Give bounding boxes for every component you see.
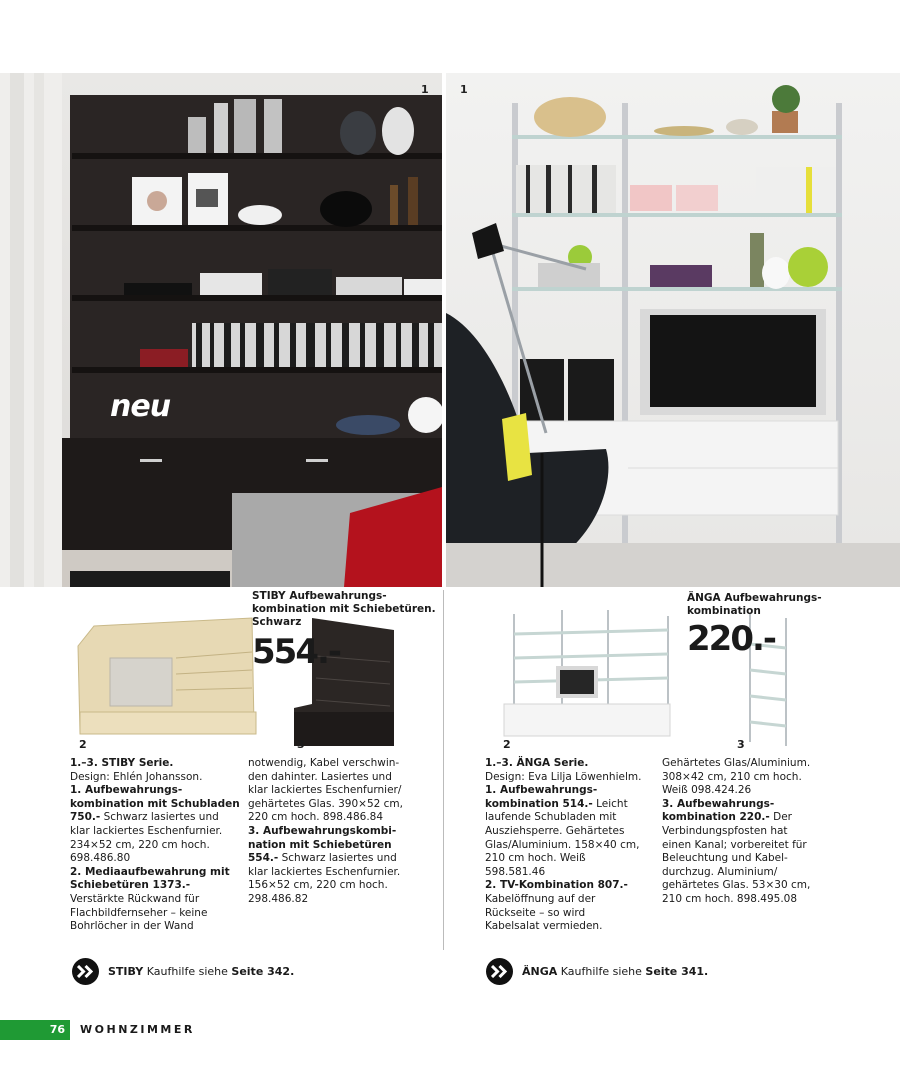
text-line: 1. Aufbewahrungs-	[485, 784, 598, 797]
anga-figure-number-3: 3	[737, 738, 745, 751]
stiby-figure-number-3: 3	[297, 738, 305, 751]
text-line: Kabelöffnung auf der	[485, 892, 596, 905]
anga-room-illustration	[446, 73, 900, 587]
text-line: Verstärkte Rückwand für	[70, 892, 200, 905]
text-line: 1.–3. ÄNGA Serie.	[485, 757, 589, 769]
section-label: WOHNZIMMER	[80, 1023, 195, 1036]
stiby-title-block	[252, 590, 436, 629]
text-line: 2. Mediaaufbewahrung mit	[70, 865, 230, 878]
new-badge: neu	[110, 389, 171, 424]
text-line: 554.- Schwarz lasiertes und	[248, 852, 397, 865]
text-line: Beleuchtung und Kabel-	[662, 852, 788, 865]
text-line: 1. Aufbewahrungs-	[70, 784, 183, 797]
text-line: Gehärtetes Glas/Aluminium.	[662, 757, 811, 769]
stiby-room-photo	[0, 73, 442, 587]
anga-title-block	[687, 592, 822, 618]
text-line: 1.–3. STIBY Serie.	[70, 757, 174, 769]
text-line: 210 cm hoch. 898.495.08	[662, 892, 798, 905]
anga-link-text: ÄNGA Kaufhilfe siehe Seite 341.	[522, 964, 709, 978]
text-line: klar lackiertes Eschenfurnier/	[248, 784, 402, 797]
text-line: Ausziehsperre. Gehärtetes	[485, 824, 625, 837]
anga-figure-number-2: 2	[503, 738, 511, 751]
text-line: Design: Ehlén Johansson.	[70, 770, 203, 783]
text-line: kombination 220.- Der	[662, 811, 792, 824]
text-line: nation mit Schiebetüren	[248, 838, 392, 851]
page-number: 76	[0, 1020, 70, 1040]
text-line: durchzug. Aluminium/	[662, 865, 778, 878]
double-chevron-right-icon	[486, 958, 513, 985]
text-line: 220 cm hoch. 898.486.84	[248, 811, 384, 824]
text-line: laufende Schubladen mit	[485, 811, 617, 824]
anga-title-line1: ÄNGA Aufbewahrungs-	[687, 592, 822, 604]
anga-price: 220.-	[687, 619, 775, 659]
stiby-title-line3: Schwarz	[252, 616, 302, 628]
text-line: 750.- Schwarz lasiertes und	[70, 811, 219, 824]
text-line: klar lackiertes Eschenfurnier.	[248, 865, 401, 878]
stiby-price: 554.-	[252, 632, 340, 672]
double-chevron-right-icon	[72, 958, 99, 985]
stiby-room-illustration	[0, 73, 442, 587]
text-line: gehärtetes Glas. 390×52 cm,	[248, 797, 404, 810]
photo-number-left: 1	[421, 83, 429, 96]
text-line: 156×52 cm, 220 cm hoch.	[248, 879, 388, 892]
photo-number-right: 1	[460, 83, 468, 96]
anga-title-line2: kombination	[687, 605, 761, 617]
anga-text-column-2	[662, 757, 852, 907]
text-line: Rückseite – so wird	[485, 906, 586, 919]
stiby-figure-number-2: 2	[79, 738, 87, 751]
text-line: Schiebetüren 1373.-	[70, 879, 191, 892]
stiby-text-column-2	[248, 757, 438, 907]
text-line: Glas/Aluminium. 158×40 cm,	[485, 838, 640, 851]
text-line: Flachbildfernseher – keine	[70, 906, 208, 919]
stiby-text-column-1	[70, 757, 245, 934]
text-line: 3. Aufbewahrungs-	[662, 797, 775, 810]
text-line: gehärtetes Glas. 53×30 cm,	[662, 879, 811, 892]
text-line: notwendig, Kabel verschwin-	[248, 757, 400, 769]
text-line: 598.581.46	[485, 865, 546, 878]
text-line: Verbindungspfosten hat	[662, 824, 788, 837]
text-line: klar lackiertes Eschenfurnier.	[70, 824, 223, 837]
text-line: kombination mit Schubladen	[70, 797, 240, 810]
text-line: Design: Eva Lilja Löwenhielm.	[485, 770, 642, 783]
stiby-link-text: STIBY Kaufhilfe siehe Seite 342.	[108, 964, 295, 978]
stiby-title-line1: STIBY Aufbewahrungs-	[252, 590, 387, 602]
text-line: einen Kanal; vorbereitet für	[662, 838, 807, 851]
anga-text-column-1	[485, 757, 660, 934]
stiby-buying-guide-link[interactable]	[72, 958, 294, 985]
text-line: den dahinter. Lasiertes und	[248, 770, 392, 783]
column-divider	[443, 590, 444, 950]
text-line: Kabelsalat vermieden.	[485, 920, 603, 933]
text-line: Weiß 098.424.26	[662, 784, 752, 797]
text-line: 3. Aufbewahrungskombi-	[248, 824, 397, 837]
text-line: Bohrlöcher in der Wand	[70, 920, 194, 933]
text-line: kombination 514.- Leicht	[485, 797, 628, 810]
text-line: 308×42 cm, 210 cm hoch.	[662, 770, 802, 783]
text-line: 298.486.82	[248, 892, 309, 905]
text-line: 2. TV-Kombination 807.-	[485, 879, 628, 892]
anga-room-photo	[446, 73, 900, 587]
anga-buying-guide-link[interactable]	[486, 958, 708, 985]
text-line: 210 cm hoch. Weiß	[485, 852, 586, 865]
stiby-title-line2: kombination mit Schiebetüren.	[252, 603, 436, 615]
text-line: 698.486.80	[70, 852, 131, 865]
text-line: 234×52 cm, 220 cm hoch.	[70, 838, 210, 851]
